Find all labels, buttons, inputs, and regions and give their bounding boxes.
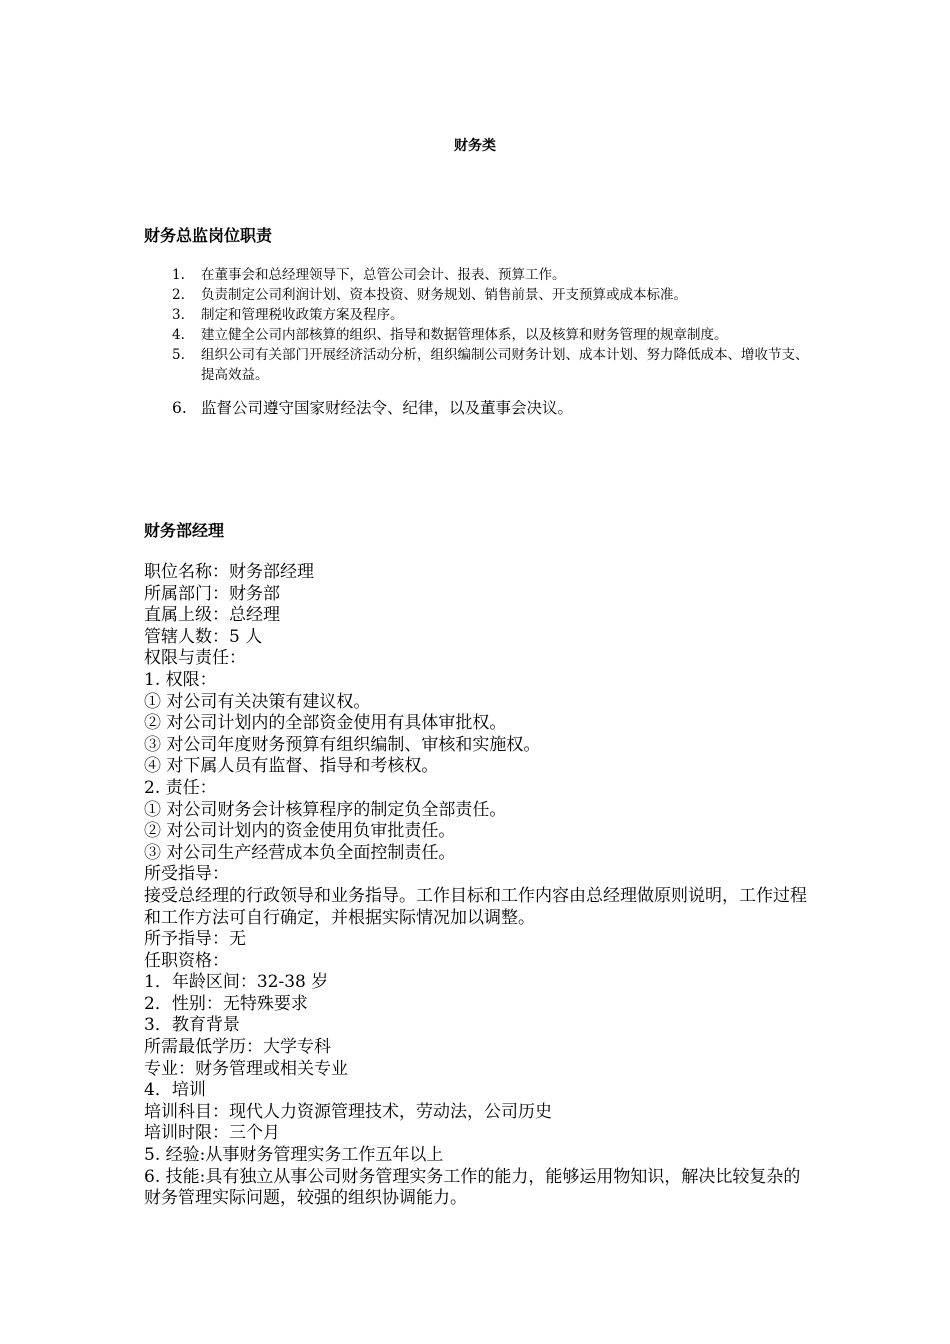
duty-item-number: 4. xyxy=(172,327,185,343)
section-heading-cfo: 财务总监岗位职责 xyxy=(144,226,273,245)
text-line: 所属部门：财务部 xyxy=(144,583,280,604)
text-line: 接受总经理的行政领导和业务指导。工作目标和工作内容由总经理做原则说明，工作过程和工作方法可自行确定，并根据实际情况加以调整。 xyxy=(144,885,807,928)
text-line: 所需最低学历：大学专科 xyxy=(144,1037,331,1058)
duty-item-text: 组织公司有关部门开展经济活动分析，组织编制公司财务计划、成本计划、努力降低成本、增收节支、提高效益。 xyxy=(201,347,809,383)
text-line: 任职资格： xyxy=(144,950,229,971)
text-line: 所予指导：无 xyxy=(144,929,246,950)
duty-item-text: 制定和管理税收政策方案及程序。 xyxy=(201,307,404,323)
text-line: ① 对公司财务会计核算程序的制定负全部责任。 xyxy=(144,799,507,820)
section-heading-finance-manager: 财务部经理 xyxy=(144,521,225,540)
text-line: ③ 对公司年度财务预算有组织编制、审核和实施权。 xyxy=(144,734,541,755)
text-line: 权限与责任： xyxy=(144,648,246,669)
text-line: 3．教育背景 xyxy=(144,1015,240,1036)
text-line: 专业：财务管理或相关专业 xyxy=(144,1058,348,1079)
text-line: 4．培训 xyxy=(144,1080,206,1101)
text-line: 1. 权限： xyxy=(144,669,217,690)
text-line: 管辖人数：5 人 xyxy=(144,626,263,647)
text-line: 直属上级：总经理 xyxy=(144,605,280,626)
finance-manager-description xyxy=(144,562,814,1210)
text-line: 2．性别：无特殊要求 xyxy=(144,993,308,1014)
text-line: 1．年龄区间：32-38 岁 xyxy=(144,972,329,993)
duty-item-number: 6. xyxy=(172,399,187,417)
duty-item xyxy=(172,325,812,345)
duty-item xyxy=(172,265,812,285)
page-title: 财务类 xyxy=(454,138,496,154)
duty-item-text: 负责制定公司利润计划、资本投资、财务规划、销售前景、开支预算或成本标准。 xyxy=(201,287,687,303)
text-line: 培训时限：三个月 xyxy=(144,1123,280,1144)
text-line: 所受指导： xyxy=(144,864,229,885)
text-line: ② 对公司计划内的全部资金使用有具体审批权。 xyxy=(144,713,507,734)
cfo-duty-list xyxy=(172,265,812,419)
text-line: ① 对公司有关决策有建议权。 xyxy=(144,691,371,712)
duty-item xyxy=(172,305,812,325)
duty-item-number: 3. xyxy=(172,307,185,323)
duty-item-number: 5. xyxy=(172,347,185,363)
duty-item-text: 建立健全公司内部核算的组织、指导和数据管理体系，以及核算和财务管理的规章制度。 xyxy=(201,327,728,343)
duty-item-text: 监督公司遵守国家财经法令、纪律，以及董事会决议。 xyxy=(201,399,574,417)
text-line: ④ 对下属人员有监督、指导和考核权。 xyxy=(144,756,439,777)
duty-item-text: 在董事会和总经理领导下，总管公司会计、报表、预算工作。 xyxy=(201,267,566,283)
duty-item-number: 2. xyxy=(172,287,185,303)
duty-item-number: 1. xyxy=(172,267,185,283)
text-line: 5. 经验:从事财务管理实务工作五年以上 xyxy=(144,1145,444,1166)
text-line: ② 对公司计划内的资金使用负审批责任。 xyxy=(144,821,456,842)
text-line: 6. 技能:具有独立从事公司财务管理实务工作的能力，能够运用物知识，解决比较复杂的财务管理实际问题，较强的组织协调能力。 xyxy=(144,1166,801,1209)
duty-item xyxy=(172,345,812,385)
duty-item xyxy=(172,397,812,419)
text-line: 职位名称：财务部经理 xyxy=(144,562,314,582)
duty-item xyxy=(172,285,812,305)
text-line: 2. 责任： xyxy=(144,777,217,798)
text-line: ③ 对公司生产经营成本负全面控制责任。 xyxy=(144,842,456,863)
text-line: 培训科目：现代人力资源管理技术，劳动法，公司历史 xyxy=(144,1101,552,1122)
